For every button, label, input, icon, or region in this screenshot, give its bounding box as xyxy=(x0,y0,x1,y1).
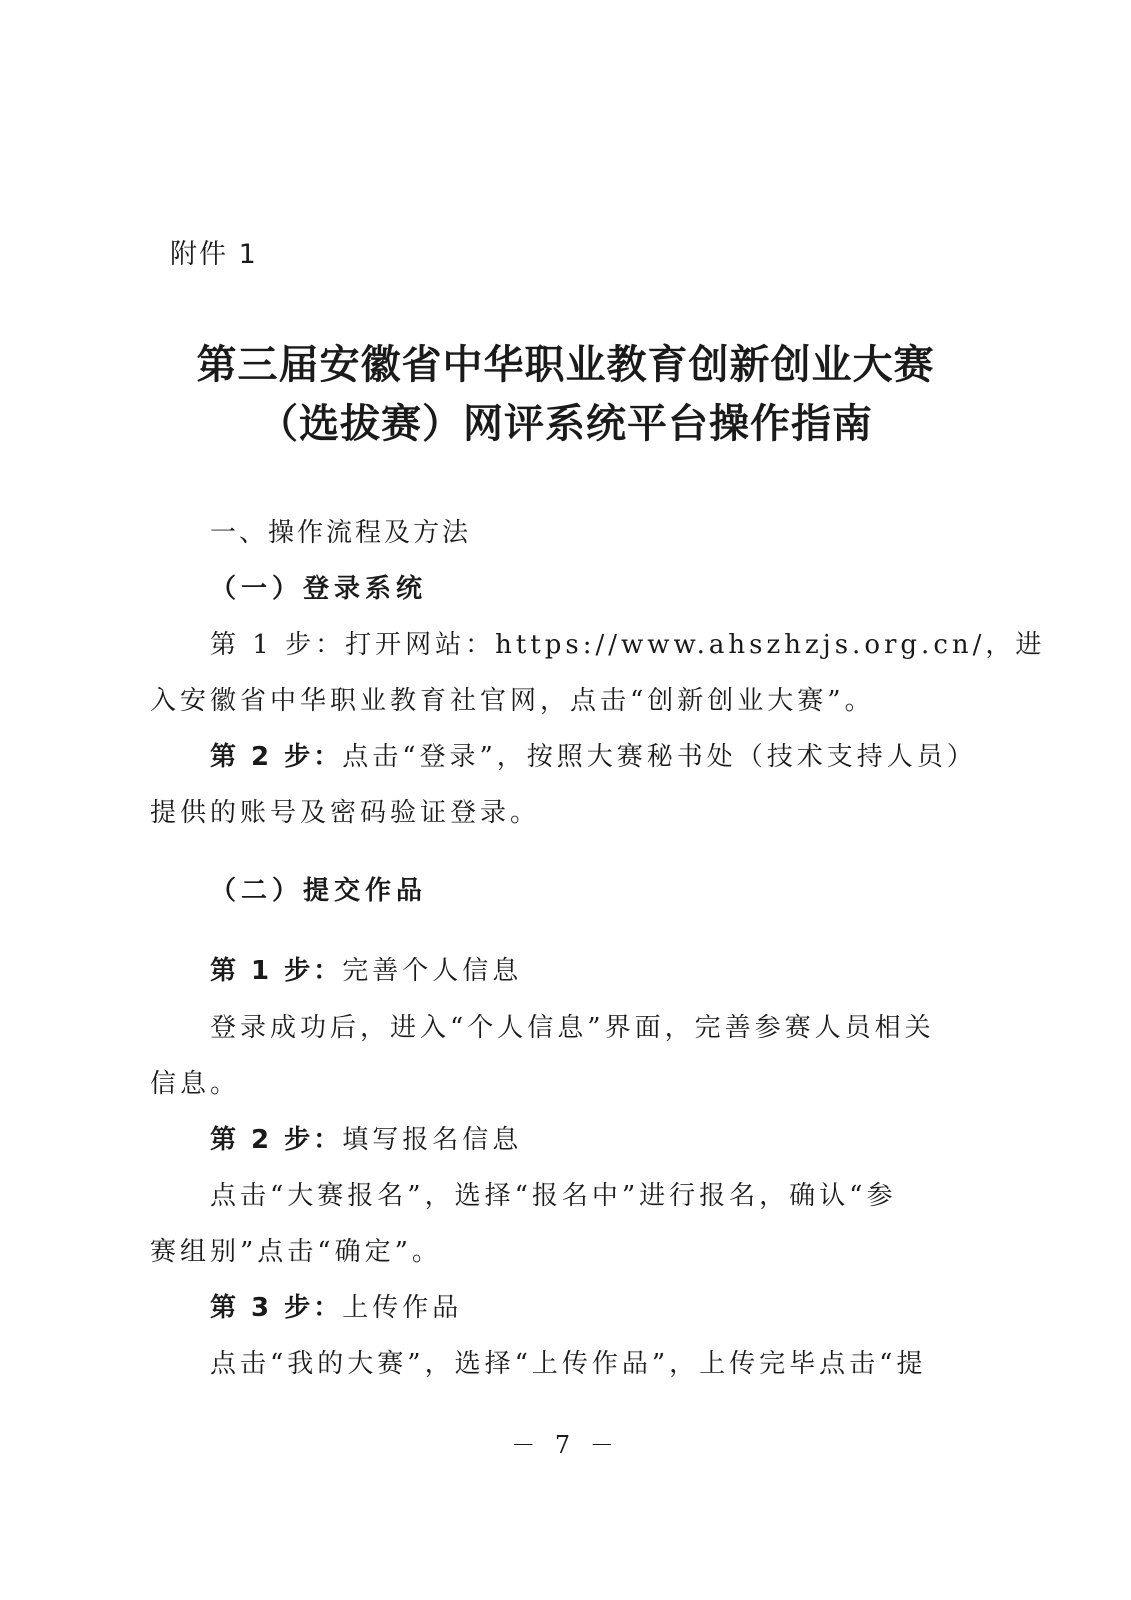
login-step2-line2: 提供的账号及密码验证登录。 xyxy=(150,798,541,828)
submit-step1-line2: 信息。 xyxy=(150,1069,241,1099)
submit-step2-line1: 点击“大赛报名”，选择“报名中”进行报名，确认“参 xyxy=(210,1181,897,1211)
login-step1-line1: 第 1 步：打开网站：https://www.ahszhzjs.org.cn/，进 xyxy=(210,630,1046,660)
submit-step1-title-text: 完善个人信息 xyxy=(342,956,523,986)
submit-step3-title xyxy=(210,1287,462,1324)
subsection-heading-submit: （二）提交作品 xyxy=(210,876,428,906)
submit-step3-title-text: 上传作品 xyxy=(342,1293,463,1323)
submit-step2-line2: 赛组别”点击“确定”。 xyxy=(150,1237,442,1267)
submit-step3-line1: 点击“我的大赛”，选择“上传作品”，上传完毕点击“提 xyxy=(210,1349,927,1379)
subsection-heading-login: （一）登录系统 xyxy=(210,574,428,604)
submit-step1-line1: 登录成功后，进入“个人信息”界面，完善参赛人员相关 xyxy=(210,1013,935,1043)
login-step2-line1 xyxy=(210,736,977,773)
section-heading: 一、操作流程及方法 xyxy=(210,518,472,548)
document-title-line-1: 第三届安徽省中华职业教育创新创业大赛 xyxy=(196,341,935,388)
submit-step1-label: 第 1 步： xyxy=(210,956,343,986)
submit-step3-label: 第 3 步： xyxy=(210,1293,343,1323)
submit-step2-title-text: 填写报名信息 xyxy=(342,1125,523,1155)
submit-step2-label: 第 2 步： xyxy=(210,1125,343,1155)
login-step2-label: 第 2 步： xyxy=(210,742,343,772)
page-number: － 7 － xyxy=(511,1431,620,1459)
document-title-line-2: （选拔赛）网评系统平台操作指南 xyxy=(258,400,873,447)
login-step1-line2: 入安徽省中华职业教育社官网，点击“创新创业大赛”。 xyxy=(150,686,875,716)
submit-step2-title xyxy=(210,1119,522,1156)
attachment-label: 附件 1 xyxy=(170,239,258,270)
submit-step1-title xyxy=(210,950,522,987)
login-step2-text: 点击“登录”，按照大赛秘书处（技术支持人员） xyxy=(342,742,977,772)
